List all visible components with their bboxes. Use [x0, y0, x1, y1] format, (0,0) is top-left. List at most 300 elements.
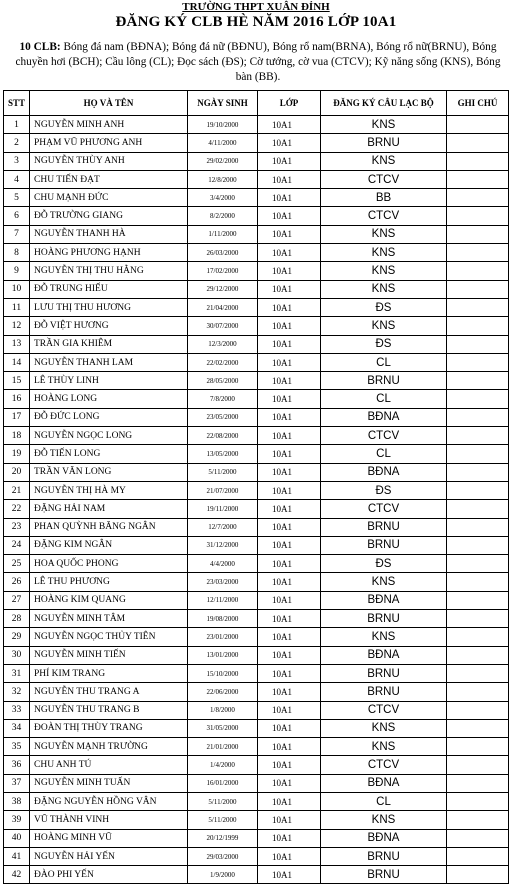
cell-stt: 30	[4, 646, 30, 664]
cell-class: 10A1	[258, 628, 321, 646]
cell-note	[447, 774, 509, 792]
cell-stt: 25	[4, 555, 30, 573]
cell-club: BRNU	[321, 610, 447, 628]
table-row	[4, 536, 509, 554]
cell-class: 10A1	[258, 829, 321, 847]
cell-club: KNS	[321, 244, 447, 262]
cell-note	[447, 701, 509, 719]
cell-class: 10A1	[258, 610, 321, 628]
cell-note	[447, 829, 509, 847]
cell-note	[447, 555, 509, 573]
cell-dob: 3/4/2000	[188, 189, 258, 207]
cell-note	[447, 573, 509, 591]
cell-stt: 40	[4, 829, 30, 847]
cell-name: VŨ THÀNH VINH	[30, 811, 188, 829]
cell-club: BĐNA	[321, 829, 447, 847]
cell-club: CTCV	[321, 170, 447, 188]
cell-class: 10A1	[258, 445, 321, 463]
cell-name: CHU ANH TÚ	[30, 756, 188, 774]
table-row	[4, 408, 509, 426]
cell-class: 10A1	[258, 646, 321, 664]
cell-dob: 12/11/2000	[188, 591, 258, 609]
cell-club: BRNU	[321, 518, 447, 536]
table-row	[4, 792, 509, 810]
cell-note	[447, 792, 509, 810]
cell-class: 10A1	[258, 591, 321, 609]
cell-dob: 4/11/2000	[188, 134, 258, 152]
cell-note	[447, 225, 509, 243]
cell-club: BĐNA	[321, 463, 447, 481]
cell-stt: 9	[4, 262, 30, 280]
table-row	[4, 134, 509, 152]
cell-class: 10A1	[258, 792, 321, 810]
cell-club: KNS	[321, 262, 447, 280]
cell-class: 10A1	[258, 664, 321, 682]
cell-stt: 22	[4, 500, 30, 518]
table-row	[4, 664, 509, 682]
cell-note	[447, 134, 509, 152]
cell-note	[447, 445, 509, 463]
cell-stt: 1	[4, 116, 30, 134]
registration-table	[3, 90, 509, 884]
table-row	[4, 189, 509, 207]
cell-dob: 30/07/2000	[188, 317, 258, 335]
cell-class: 10A1	[258, 500, 321, 518]
cell-club: CTCV	[321, 427, 447, 445]
cell-club: KNS	[321, 116, 447, 134]
cell-dob: 23/03/2000	[188, 573, 258, 591]
table-row	[4, 555, 509, 573]
cell-club: BRNU	[321, 536, 447, 554]
cell-stt: 19	[4, 445, 30, 463]
cell-club: BRNU	[321, 372, 447, 390]
cell-stt: 6	[4, 207, 30, 225]
cell-note	[447, 481, 509, 499]
table-row	[4, 280, 509, 298]
cell-stt: 17	[4, 408, 30, 426]
cell-name: NGUYỄN THỊ THU HẰNG	[30, 262, 188, 280]
cell-stt: 5	[4, 189, 30, 207]
cell-dob: 8/2/2000	[188, 207, 258, 225]
cell-dob: 28/05/2000	[188, 372, 258, 390]
cell-dob: 19/11/2000	[188, 500, 258, 518]
cell-note	[447, 610, 509, 628]
cell-note	[447, 189, 509, 207]
cell-note	[447, 738, 509, 756]
cell-class: 10A1	[258, 152, 321, 170]
cell-class: 10A1	[258, 353, 321, 371]
cell-note	[447, 353, 509, 371]
cell-dob: 21/07/2000	[188, 481, 258, 499]
table-row	[4, 317, 509, 335]
cell-class: 10A1	[258, 207, 321, 225]
cell-name: PHÍ KIM TRANG	[30, 664, 188, 682]
cell-name: NGUYỄN THU TRANG B	[30, 701, 188, 719]
cell-dob: 16/01/2000	[188, 774, 258, 792]
cell-class: 10A1	[258, 847, 321, 865]
cell-name: NGUYỄN MẠNH TRƯỜNG	[30, 738, 188, 756]
cell-name: HOÀNG PHƯƠNG HẠNH	[30, 244, 188, 262]
cell-club: BĐNA	[321, 408, 447, 426]
cell-class: 10A1	[258, 225, 321, 243]
table-row	[4, 372, 509, 390]
table-row	[4, 481, 509, 499]
cell-class: 10A1	[258, 866, 321, 884]
cell-class: 10A1	[258, 170, 321, 188]
cell-stt: 4	[4, 170, 30, 188]
cell-club: BRNU	[321, 683, 447, 701]
cell-dob: 26/03/2000	[188, 244, 258, 262]
table-row	[4, 518, 509, 536]
cell-name: CHU MẠNH ĐỨC	[30, 189, 188, 207]
cell-name: PHẠM VŨ PHƯƠNG ANH	[30, 134, 188, 152]
cell-note	[447, 298, 509, 316]
table-row	[4, 591, 509, 609]
page-title: ĐĂNG KÝ CLB HÈ NĂM 2016 LỚP 10A1	[115, 14, 397, 30]
cell-dob: 1/9/2000	[188, 866, 258, 884]
cell-name: HOÀNG MINH VŨ	[30, 829, 188, 847]
cell-name: TRẦN GIA KHIÊM	[30, 335, 188, 353]
cell-class: 10A1	[258, 756, 321, 774]
cell-club: CTCV	[321, 207, 447, 225]
cell-club: KNS	[321, 317, 447, 335]
cell-name: TRẦN VĂN LONG	[30, 463, 188, 481]
cell-class: 10A1	[258, 573, 321, 591]
cell-name: ĐẶNG KIM NGÂN	[30, 536, 188, 554]
cell-class: 10A1	[258, 244, 321, 262]
cell-name: HOÀNG LONG	[30, 390, 188, 408]
cell-stt: 3	[4, 152, 30, 170]
cell-note	[447, 811, 509, 829]
cell-stt: 41	[4, 847, 30, 865]
table-row	[4, 847, 509, 865]
cell-name: NGUYỄN THÙY ANH	[30, 152, 188, 170]
cell-stt: 37	[4, 774, 30, 792]
table-row	[4, 646, 509, 664]
table-row	[4, 628, 509, 646]
cell-class: 10A1	[258, 317, 321, 335]
cell-stt: 35	[4, 738, 30, 756]
cell-dob: 29/12/2000	[188, 280, 258, 298]
cell-class: 10A1	[258, 536, 321, 554]
table-row	[4, 774, 509, 792]
cell-dob: 29/03/2000	[188, 847, 258, 865]
school-name: TRƯỜNG THPT XUÂN ĐỈNH	[182, 1, 330, 13]
club-count-label: 10 CLB:	[19, 41, 61, 53]
cell-stt: 10	[4, 280, 30, 298]
cell-dob: 12/8/2000	[188, 170, 258, 188]
cell-class: 10A1	[258, 811, 321, 829]
cell-note	[447, 866, 509, 884]
cell-name: NGUYỄN HẢI YẾN	[30, 847, 188, 865]
cell-stt: 16	[4, 390, 30, 408]
cell-club: ĐS	[321, 555, 447, 573]
cell-class: 10A1	[258, 774, 321, 792]
cell-name: NGUYỄN MINH ANH	[30, 116, 188, 134]
cell-name: HOÀNG KIM QUANG	[30, 591, 188, 609]
cell-class: 10A1	[258, 738, 321, 756]
cell-note	[447, 207, 509, 225]
table-row	[4, 701, 509, 719]
cell-note	[447, 317, 509, 335]
club-description	[8, 40, 508, 85]
cell-dob: 17/02/2000	[188, 262, 258, 280]
cell-name: ĐỖ ĐỨC LONG	[30, 408, 188, 426]
cell-name: NGUYỄN MINH TÂM	[30, 610, 188, 628]
cell-class: 10A1	[258, 335, 321, 353]
cell-stt: 36	[4, 756, 30, 774]
cell-dob: 31/12/2000	[188, 536, 258, 554]
cell-dob: 19/10/2000	[188, 116, 258, 134]
col-header-class: LỚP	[258, 91, 321, 116]
table-row	[4, 116, 509, 134]
club-list-text: Bóng đá nam (BĐNA); Bóng đá nữ (BĐNU), Bóng rổ nam(BRNA), Bóng rổ nữ(BRNU), Bóng chuyền hơi (BCH); Cầu lông (CL); Đọc sách (ĐS); Cờ tướng, cờ vua (CTCV); Kỹ năng sống (KNS), Bóng bàn (BB).	[15, 41, 501, 83]
cell-class: 10A1	[258, 719, 321, 737]
cell-club: CTCV	[321, 756, 447, 774]
table-row	[4, 463, 509, 481]
cell-note	[447, 463, 509, 481]
cell-stt: 23	[4, 518, 30, 536]
cell-class: 10A1	[258, 134, 321, 152]
cell-dob: 23/01/2000	[188, 628, 258, 646]
cell-name: NGUYỄN NGỌC LONG	[30, 427, 188, 445]
cell-class: 10A1	[258, 298, 321, 316]
cell-class: 10A1	[258, 481, 321, 499]
table-row	[4, 866, 509, 884]
cell-dob: 4/4/2000	[188, 555, 258, 573]
cell-club: CL	[321, 445, 447, 463]
cell-stt: 42	[4, 866, 30, 884]
cell-stt: 26	[4, 573, 30, 591]
cell-name: ĐẶNG NGUYỄN HỒNG VÂN	[30, 792, 188, 810]
cell-dob: 21/04/2000	[188, 298, 258, 316]
cell-note	[447, 628, 509, 646]
cell-stt: 31	[4, 664, 30, 682]
cell-note	[447, 152, 509, 170]
cell-note	[447, 244, 509, 262]
cell-class: 10A1	[258, 390, 321, 408]
cell-dob: 13/05/2000	[188, 445, 258, 463]
cell-stt: 13	[4, 335, 30, 353]
cell-class: 10A1	[258, 372, 321, 390]
cell-stt: 21	[4, 481, 30, 499]
cell-dob: 19/08/2000	[188, 610, 258, 628]
col-header-stt: STT	[4, 91, 30, 116]
cell-club: CTCV	[321, 500, 447, 518]
cell-club: KNS	[321, 811, 447, 829]
cell-name: NGUYỄN THANH LAM	[30, 353, 188, 371]
cell-name: PHAN QUỲNH BĂNG NGÂN	[30, 518, 188, 536]
cell-note	[447, 591, 509, 609]
table-row	[4, 390, 509, 408]
col-header-name: HỌ VÀ TÊN	[30, 91, 188, 116]
cell-club: BB	[321, 189, 447, 207]
table-row	[4, 152, 509, 170]
cell-name: LƯU THỊ THU HƯƠNG	[30, 298, 188, 316]
cell-club: ĐS	[321, 298, 447, 316]
cell-dob: 20/12/1999	[188, 829, 258, 847]
cell-dob: 22/08/2000	[188, 427, 258, 445]
cell-club: BRNU	[321, 664, 447, 682]
cell-class: 10A1	[258, 408, 321, 426]
cell-note	[447, 518, 509, 536]
cell-note	[447, 664, 509, 682]
cell-class: 10A1	[258, 555, 321, 573]
cell-stt: 7	[4, 225, 30, 243]
cell-dob: 29/02/2000	[188, 152, 258, 170]
cell-name: ĐỖ VIỆT HƯƠNG	[30, 317, 188, 335]
cell-stt: 18	[4, 427, 30, 445]
cell-club: BRNU	[321, 847, 447, 865]
cell-club: KNS	[321, 573, 447, 591]
cell-class: 10A1	[258, 427, 321, 445]
cell-dob: 31/05/2000	[188, 719, 258, 737]
cell-club: KNS	[321, 152, 447, 170]
cell-dob: 22/02/2000	[188, 353, 258, 371]
cell-stt: 20	[4, 463, 30, 481]
cell-name: ĐÀO PHI YẾN	[30, 866, 188, 884]
cell-dob: 22/06/2000	[188, 683, 258, 701]
cell-dob: 5/11/2000	[188, 463, 258, 481]
cell-class: 10A1	[258, 701, 321, 719]
cell-name: NGUYỄN NGỌC THỦY TIÊN	[30, 628, 188, 646]
cell-stt: 39	[4, 811, 30, 829]
cell-class: 10A1	[258, 518, 321, 536]
cell-club: ĐS	[321, 481, 447, 499]
cell-dob: 1/8/2000	[188, 701, 258, 719]
cell-name: LÊ THÙY LINH	[30, 372, 188, 390]
cell-dob: 15/10/2000	[188, 664, 258, 682]
cell-stt: 12	[4, 317, 30, 335]
table-row	[4, 244, 509, 262]
table-row	[4, 811, 509, 829]
cell-dob: 1/4/2000	[188, 756, 258, 774]
cell-club: KNS	[321, 738, 447, 756]
cell-stt: 27	[4, 591, 30, 609]
cell-club: KNS	[321, 280, 447, 298]
table-row	[4, 683, 509, 701]
col-header-dob: NGÀY SINH	[188, 91, 258, 116]
cell-name: NGUYỄN THỊ HÀ MY	[30, 481, 188, 499]
cell-dob: 12/7/2000	[188, 518, 258, 536]
cell-stt: 38	[4, 792, 30, 810]
table-row	[4, 353, 509, 371]
cell-note	[447, 683, 509, 701]
cell-dob: 13/01/2000	[188, 646, 258, 664]
cell-class: 10A1	[258, 683, 321, 701]
cell-note	[447, 390, 509, 408]
table-row	[4, 335, 509, 353]
cell-stt: 32	[4, 683, 30, 701]
cell-club: CL	[321, 390, 447, 408]
cell-name: CHU TIẾN ĐẠT	[30, 170, 188, 188]
cell-club: BĐNA	[321, 774, 447, 792]
cell-note	[447, 719, 509, 737]
cell-name: NGUYỄN THANH HÀ	[30, 225, 188, 243]
cell-stt: 11	[4, 298, 30, 316]
table-row	[4, 738, 509, 756]
cell-stt: 14	[4, 353, 30, 371]
cell-note	[447, 756, 509, 774]
cell-club: KNS	[321, 719, 447, 737]
cell-note	[447, 536, 509, 554]
table-row	[4, 719, 509, 737]
cell-dob: 21/01/2000	[188, 738, 258, 756]
cell-club: BĐNA	[321, 646, 447, 664]
col-header-club: ĐĂNG KÝ CÂU LẠC BỘ	[321, 91, 447, 116]
cell-name: ĐỖ TRUNG HIẾU	[30, 280, 188, 298]
cell-stt: 15	[4, 372, 30, 390]
table-row	[4, 500, 509, 518]
cell-club: KNS	[321, 628, 447, 646]
cell-note	[447, 847, 509, 865]
cell-name: NGUYỄN MINH TIẾN	[30, 646, 188, 664]
col-header-note: GHI CHÚ	[447, 91, 509, 116]
cell-dob: 23/05/2000	[188, 408, 258, 426]
cell-name: NGUYỄN THU TRANG A	[30, 683, 188, 701]
cell-stt: 28	[4, 610, 30, 628]
cell-club: BRNU	[321, 134, 447, 152]
cell-dob: 12/3/2000	[188, 335, 258, 353]
cell-class: 10A1	[258, 189, 321, 207]
table-body	[4, 116, 509, 884]
cell-class: 10A1	[258, 116, 321, 134]
table-row	[4, 207, 509, 225]
cell-stt: 2	[4, 134, 30, 152]
table-row	[4, 445, 509, 463]
table-row	[4, 225, 509, 243]
table-row	[4, 610, 509, 628]
cell-club: BĐNA	[321, 591, 447, 609]
cell-note	[447, 500, 509, 518]
table-row	[4, 298, 509, 316]
cell-dob: 1/11/2000	[188, 225, 258, 243]
table-row	[4, 573, 509, 591]
cell-club: ĐS	[321, 335, 447, 353]
cell-class: 10A1	[258, 280, 321, 298]
cell-club: BRNU	[321, 866, 447, 884]
table-header-row	[4, 91, 509, 116]
cell-name: ĐOÀN THỊ THÙY TRANG	[30, 719, 188, 737]
cell-note	[447, 427, 509, 445]
cell-note	[447, 262, 509, 280]
table-row	[4, 756, 509, 774]
cell-dob: 5/11/2000	[188, 811, 258, 829]
cell-name: HOA QUỐC PHONG	[30, 555, 188, 573]
cell-club: CTCV	[321, 701, 447, 719]
cell-class: 10A1	[258, 463, 321, 481]
cell-club: KNS	[321, 225, 447, 243]
cell-stt: 24	[4, 536, 30, 554]
cell-stt: 29	[4, 628, 30, 646]
cell-class: 10A1	[258, 262, 321, 280]
cell-note	[447, 335, 509, 353]
cell-name: ĐỖ TIẾN LONG	[30, 445, 188, 463]
cell-dob: 5/11/2000	[188, 792, 258, 810]
table-row	[4, 829, 509, 847]
cell-name: LÊ THU PHƯƠNG	[30, 573, 188, 591]
cell-dob: 7/8/2000	[188, 390, 258, 408]
cell-stt: 33	[4, 701, 30, 719]
cell-note	[447, 116, 509, 134]
cell-club: CL	[321, 792, 447, 810]
cell-note	[447, 408, 509, 426]
cell-club: CL	[321, 353, 447, 371]
cell-note	[447, 646, 509, 664]
cell-name: ĐỖ TRƯỜNG GIANG	[30, 207, 188, 225]
cell-stt: 8	[4, 244, 30, 262]
cell-name: NGUYỄN MINH TUẤN	[30, 774, 188, 792]
